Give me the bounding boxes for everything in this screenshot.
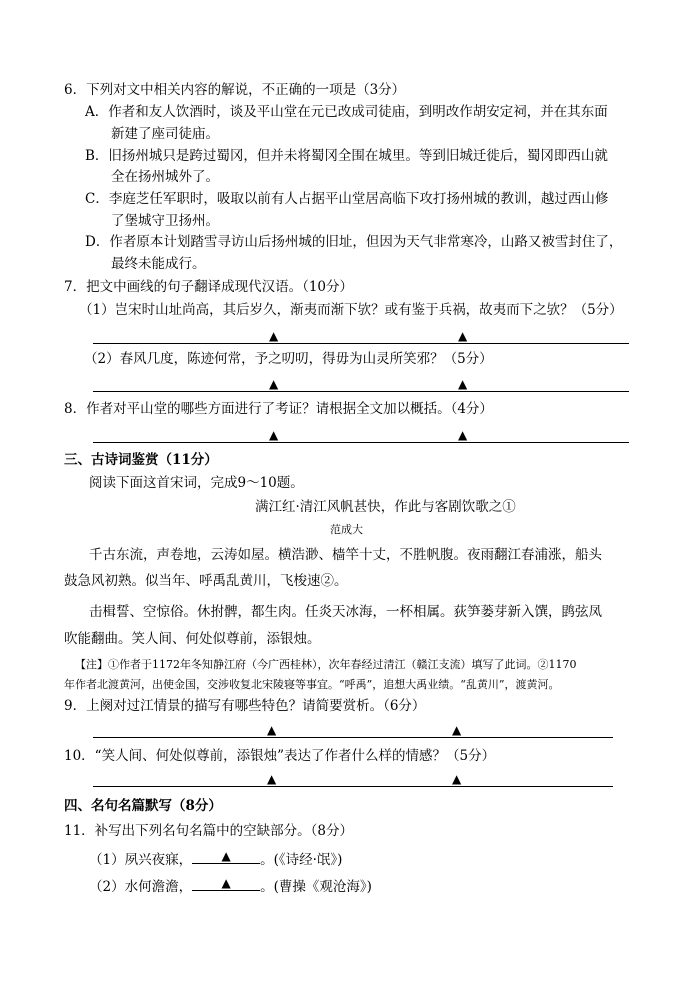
fill-blank-2[interactable]: [192, 875, 260, 891]
q11-item-1-prefix: （1）夙兴夜寐，: [89, 852, 193, 868]
answer-marker: ▲: [267, 723, 277, 737]
q6-option-c-cont: 了堡城守卫扬州。: [111, 213, 219, 229]
poem-note-2: 年作者北渡黄河，出使金国，交涉收复北宋陵寝等事宜。“呼禹”，追想大禹业绩。“乱黄川”，渡黄河。: [64, 678, 560, 691]
q6-option-b: B．旧扬州城只是跨过蜀冈，但并未将蜀冈全围在城里。等到旧城迁徙后，蜀冈即西山就: [85, 148, 608, 164]
poem-note-1: 【注】①作者于1172年冬知静江府（今广西桂林），次年春经过清江（赣江支流）填写了此词。②1170: [75, 658, 577, 671]
q9-stem: 9．上阕对过江情景的描写有哪些特色？请简要赏析。（6分）: [64, 698, 426, 714]
q6-option-b-cont: 全在扬州城外了。: [111, 169, 219, 185]
answer-marker: ▲: [269, 377, 279, 391]
answer-marker: ▲: [221, 876, 231, 890]
poem-line-1: 千古东流，声卷地，云涛如屋。横浩渺、樯竿十丈，不胜帆腹。夜雨翻江春浦涨，船头: [89, 547, 602, 563]
answer-marker: ▲: [269, 329, 279, 343]
section-3-heading: 三、古诗词鉴赏（11分）: [64, 452, 218, 468]
answer-line[interactable]: [93, 391, 629, 392]
q11-item-1: [89, 848, 342, 869]
answer-line[interactable]: [93, 343, 629, 344]
answer-marker: ▲: [452, 772, 462, 786]
section-3-intro: 阅读下面这首宋词，完成9～10题。: [89, 475, 304, 491]
q7-stem: 7．把文中画线的句子翻译成现代汉语。（10分）: [64, 279, 354, 295]
q8-stem: 8．作者对平山堂的哪些方面进行了考证？请根据全文加以概括。（4分）: [64, 401, 493, 417]
q11-item-2-source: 。(曹操《观沧海》): [260, 879, 372, 895]
q6-option-d-cont: 最终未能成行。: [111, 256, 206, 272]
answer-line[interactable]: [93, 737, 613, 738]
section-4-heading: 四、名句名篇默写（8分）: [64, 798, 222, 814]
answer-marker: ▲: [267, 772, 277, 786]
q6-option-d: D．作者原本计划踏雪寻访山后扬州城的旧址，但因为天气非常寒冷，山路又被雪封住了，: [85, 234, 623, 250]
q7-sentence-1: （1）岂宋时山址尚高，其后岁久，渐夷而渐下欤？或有鉴于兵祸，故夷而下之欤？（5分）: [79, 302, 623, 318]
answer-marker: ▲: [458, 377, 468, 391]
answer-marker: ▲: [269, 428, 279, 442]
answer-marker: ▲: [452, 723, 462, 737]
poem-line-4: 吹能翻曲。笑人间、何处似尊前，添银烛。: [64, 631, 321, 647]
q6-option-c: C．李庭芝任军职时，吸取以前有人占据平山堂居高临下攻打扬州城的教训，越过西山修: [85, 191, 609, 207]
q7-sentence-2: （2）春风几度，陈迹何常，予之叨叨，得毋为山灵所笑邪？（5分）: [84, 351, 493, 367]
poem-title: 满江红·清江风帆甚快，作此与客剧饮歌之①: [255, 499, 516, 515]
q6-option-a-cont: 新建了座司徒庙。: [111, 126, 219, 142]
answer-marker: ▲: [221, 849, 231, 863]
q11-item-2-prefix: （2）水何澹澹，: [89, 879, 193, 895]
poem-author: 范成大: [330, 523, 363, 536]
poem-line-2: 鼓急风初熟。似当年、呼禹乱黄川，飞梭速②。: [64, 573, 348, 589]
answer-marker: ▲: [458, 428, 468, 442]
fill-blank-1[interactable]: [192, 848, 260, 864]
answer-line[interactable]: [93, 442, 629, 443]
q11-stem: 11．补写出下列名句名篇中的空缺部分。（8分）: [64, 823, 354, 839]
q10-stem: 10．“笑人间、何处似尊前，添银烛”表达了作者什么样的情感？（5分）: [64, 748, 496, 764]
answer-marker: ▲: [458, 329, 468, 343]
poem-line-3: 击楫誓、空惊俗。休拊髀，都生肉。任炎天冰海，一杯相属。荻笋蒌芽新入馔，鹍弦凤: [89, 604, 602, 620]
q11-item-1-source: 。(《诗经·氓》): [260, 852, 343, 868]
q11-item-2: [89, 875, 372, 896]
q6-option-a: A．作者和友人饮酒时，谈及平山堂在元已改成司徒庙，到明改作胡安定祠，并在其东面: [85, 104, 608, 120]
q6-stem: 6．下列对文中相关内容的解说，不正确的一项是（3分）: [64, 82, 406, 98]
answer-line[interactable]: [93, 786, 613, 787]
